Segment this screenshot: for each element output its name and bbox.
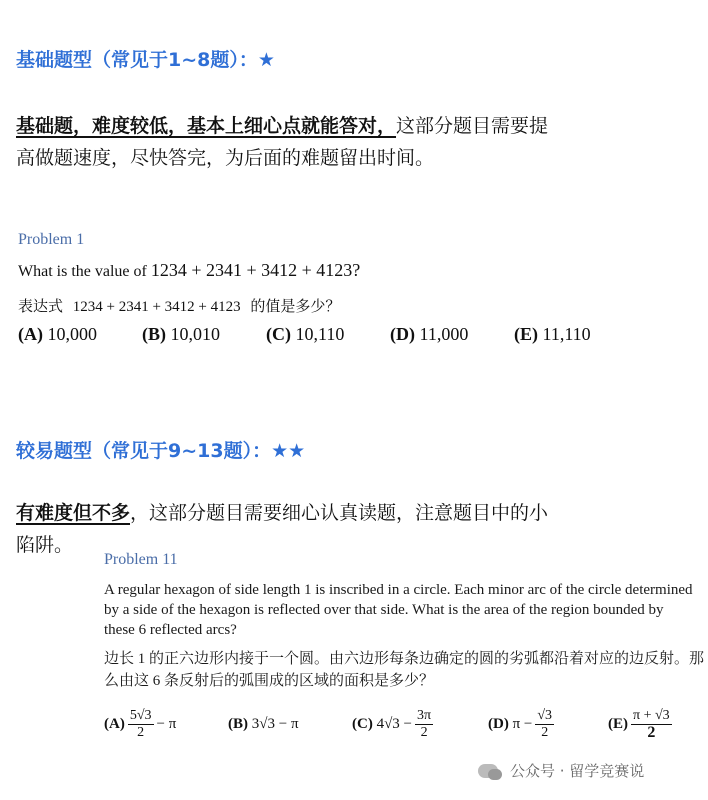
section-title-basic: 基础题型（常见于1~8题）：★ [16, 49, 275, 71]
section-title-easy: 较易题型（常见于9~13题）：★★ [16, 440, 306, 462]
question-line: A regular hexagon of side length 1 is inscribed in a circle. Each minor arc of the circle determined [104, 582, 693, 598]
choice-c: (C) 4√3 − $\frac{3\pi}{2}$ [352, 708, 432, 740]
problem-1-label: Problem 1 [18, 231, 85, 248]
question-line: these 6 reflected arcs? [104, 622, 237, 638]
choice-b: (B) 10,010 [142, 324, 220, 344]
question-zh-line: 么由这 6 条反射后的弧围成的区域的面积是多少？ [104, 673, 435, 689]
choice-b: (B) 3√3 − π [228, 716, 299, 732]
intro-text-line2: 高做题速度，尽快答完，为后面的难题留出时间。 [16, 147, 435, 169]
watermark-text: 公众号 · 留学竞赛说 [510, 762, 645, 780]
choice-d: (D) π − $\frac{√3}{2}$ [488, 708, 553, 740]
choice-a: (A) 10,000 [18, 324, 97, 344]
choice-d: (D) 11,000 [390, 324, 469, 344]
question-zh-prefix: 表达式 [18, 299, 64, 315]
question-zh-suffix: 的值是多少？ [250, 299, 341, 315]
question-text: What is the value of [18, 263, 147, 280]
intro-emphasis: 基础题，难度较低，基本上细心点就能答对， [16, 115, 397, 137]
problem-11-question-en [104, 580, 704, 640]
choice-e: (E) $\frac{\pi + √3}{2}$ [608, 708, 670, 741]
intro-text: ，这部分题目需要细心认真读题，注意题目中的小 [130, 502, 549, 524]
choice-c: (C) 10,110 [266, 324, 345, 344]
intro-text: 这部分题目需要提 [396, 115, 549, 137]
problem-11-question-zh [104, 648, 704, 692]
wechat-icon [478, 764, 498, 778]
problem-1-choices [18, 324, 624, 345]
problem-11-label: Problem 11 [104, 551, 178, 568]
section-intro-basic [16, 110, 696, 174]
choice-a: (A) $\frac{5√3}{2}$ − π [104, 708, 177, 740]
problem-11-choices [104, 708, 704, 741]
problem-1-question-en [18, 260, 360, 281]
intro-emphasis: 有难度但不多 [16, 502, 131, 524]
question-line: by a side of the hexagon is reflected over that side. What is the area of the region bounded by [104, 602, 664, 618]
choice-e: (E) 11,110 [514, 324, 591, 344]
question-zh-line: 边长 1 的正六边形内接于一个圆。由六边形每条边确定的圆的劣弧都沿着对应的边反射。那 [104, 651, 705, 667]
question-zh-expression: 1234 + 2341 + 3412 + 4123 [72, 299, 241, 315]
question-expression: 1234 + 2341 + 3412 + 4123? [150, 260, 361, 280]
watermark [478, 760, 644, 781]
intro-text-line2: 陷阱。 [16, 534, 74, 556]
problem-1-question-zh [18, 295, 340, 316]
